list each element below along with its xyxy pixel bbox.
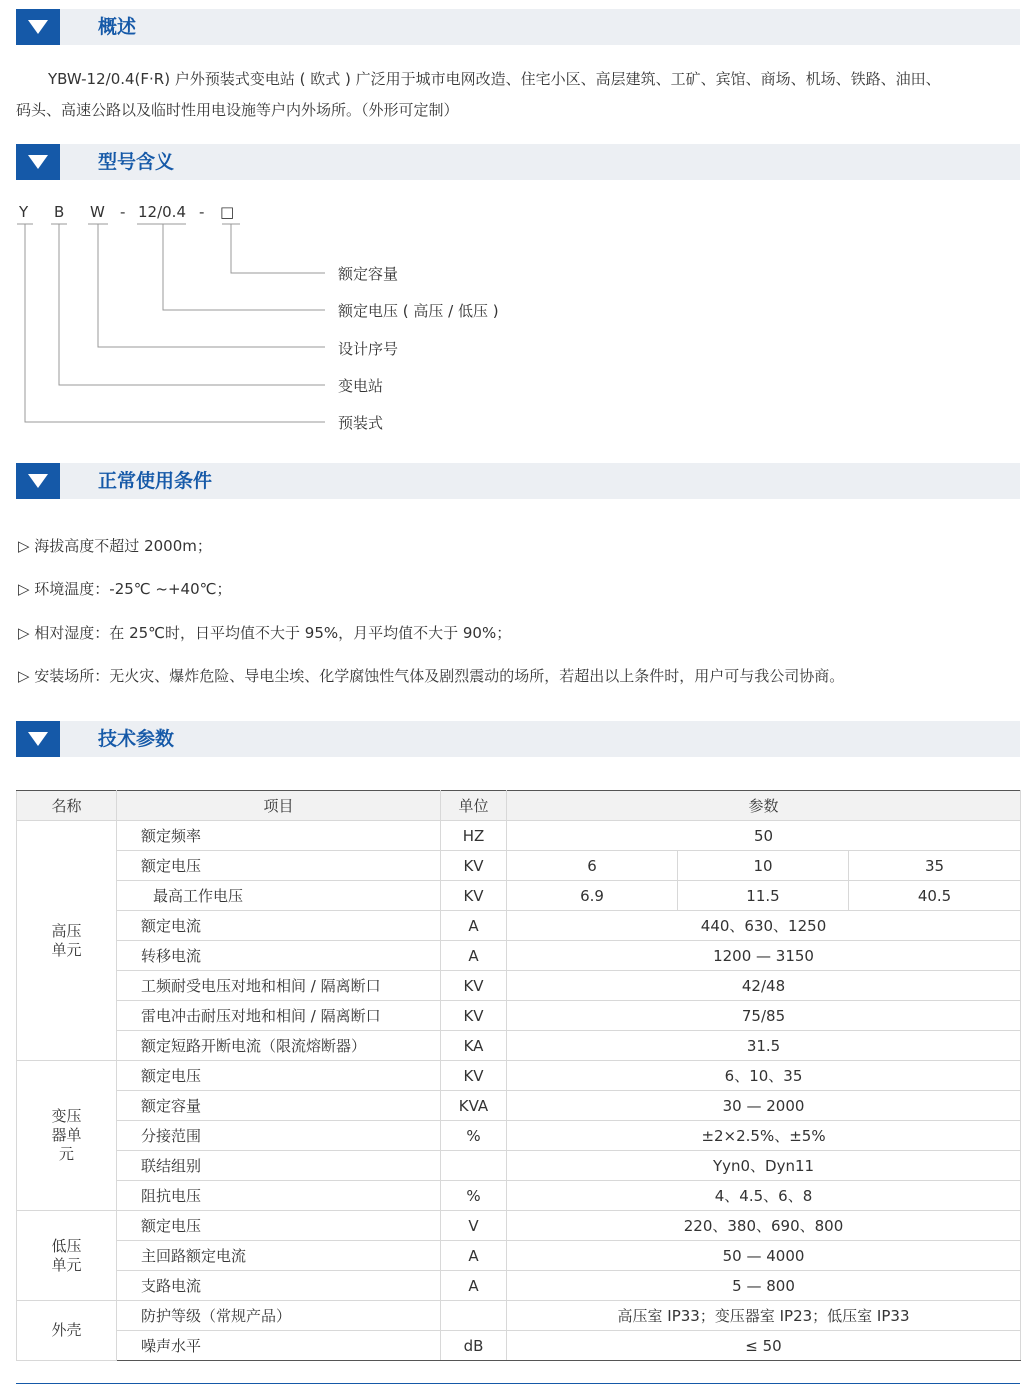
- table-row: 分接范围 % ±2×2.5%、±5%: [17, 1121, 1021, 1151]
- condition-temperature: ▷ 环境温度：-25℃ ~+40℃；: [18, 580, 232, 598]
- table-row: 低压 单元 额定电压 V 220、380、690、800: [17, 1211, 1021, 1241]
- table-row: 高压 单元 额定频率 HZ 50: [17, 821, 1021, 851]
- overview-line-2: 码头、高速公路以及临时性用电设施等户内外场所。（外形可定制）: [16, 101, 459, 119]
- triangle-down-icon: [16, 9, 60, 45]
- section-header-overview: [16, 9, 1020, 45]
- section-header-conditions: [16, 463, 1020, 499]
- model-dash-2: -: [199, 203, 205, 221]
- table-row: 支路电流 A 5 — 800: [17, 1271, 1021, 1301]
- model-letter-w: W: [90, 203, 105, 221]
- table-row: 工频耐受电压对地和相间 / 隔离断口 KV 42/48: [17, 971, 1021, 1001]
- model-label-capacity: 额定容量: [338, 265, 399, 283]
- header-item: 项目: [117, 791, 441, 821]
- table-header-row: [17, 791, 1021, 821]
- group-case: 外壳: [17, 1301, 117, 1361]
- table-row: 额定容量 KVA 30 — 2000: [17, 1091, 1021, 1121]
- table-row: 额定电压 KV 6 10 35: [17, 851, 1021, 881]
- section-title: 技术参数: [98, 728, 175, 750]
- table-row: 转移电流 A 1200 — 3150: [17, 941, 1021, 971]
- header-name: 名称: [17, 791, 117, 821]
- table-row: 主回路额定电流 A 50 — 4000: [17, 1241, 1021, 1271]
- tech-params-table: [16, 790, 1021, 1361]
- triangle-down-icon: [16, 463, 60, 499]
- section-header-tech: [16, 721, 1020, 757]
- triangle-down-icon: [16, 144, 60, 180]
- condition-location: ▷ 安装场所：无火灾、爆炸危险、导电尘埃、化学腐蚀性气体及剧烈震动的场所，若超出以上条件时，用户可与我公司协商。: [18, 667, 845, 685]
- table-row: 变压 器单 元 额定电压 KV 6、10、35: [17, 1061, 1021, 1091]
- table-row: 额定电流 A 440、630、1250: [17, 911, 1021, 941]
- section-header-model: [16, 144, 1020, 180]
- group-transformer: 变压 器单 元: [17, 1061, 117, 1211]
- model-box: □: [220, 203, 235, 221]
- model-connector-lines: [0, 200, 340, 430]
- section-title: 型号含义: [98, 151, 175, 173]
- model-dash-1: -: [120, 203, 126, 221]
- model-label-substation: 变电站: [338, 377, 384, 395]
- group-hv: 高压 单元: [17, 821, 117, 1061]
- condition-altitude: ▷ 海拔高度不超过 2000m；: [18, 537, 212, 555]
- table-row: 最高工作电压 KV 6.9 11.5 40.5: [17, 881, 1021, 911]
- model-letter-b: B: [54, 203, 65, 221]
- model-letter-y: Y: [19, 203, 29, 221]
- model-label-design-no: 设计序号: [338, 340, 399, 358]
- overview-line-1: YBW-12/0.4(F·R) 户外预装式变电站 ( 欧式 ) 广泛用于城市电网改造、住宅小区、高层建筑、工矿、宾馆、商场、机场、铁路、油田、: [48, 70, 941, 88]
- table-row: 外壳 防护等级（常规产品） 高压室 IP33；变压器室 IP23；低压室 IP33: [17, 1301, 1021, 1331]
- table-row: 联结组别 Yyn0、Dyn11: [17, 1151, 1021, 1181]
- header-unit: 单位: [441, 791, 507, 821]
- table-row: 雷电冲击耐压对地和相间 / 隔离断口 KV 75/85: [17, 1001, 1021, 1031]
- model-voltage: 12/0.4: [138, 203, 186, 221]
- condition-humidity: ▷ 相对湿度：在 25℃时，日平均值不大于 95%，月平均值不大于 90%；: [18, 624, 512, 642]
- table-row: 阻抗电压 % 4、4.5、6、8: [17, 1181, 1021, 1211]
- table-row: 噪声水平 dB ≤ 50: [17, 1331, 1021, 1361]
- table-row: 额定短路开断电流（限流熔断器） KA 31.5: [17, 1031, 1021, 1061]
- header-param: 参数: [507, 791, 1021, 821]
- triangle-down-icon: [16, 721, 60, 757]
- section-title: 概述: [98, 16, 137, 38]
- model-label-voltage: 额定电压 ( 高压 / 低压 ): [338, 302, 499, 320]
- group-lv: 低压 单元: [17, 1211, 117, 1301]
- bottom-divider: [16, 1383, 1020, 1384]
- section-title: 正常使用条件: [98, 470, 213, 492]
- model-label-prefab: 预装式: [338, 414, 384, 432]
